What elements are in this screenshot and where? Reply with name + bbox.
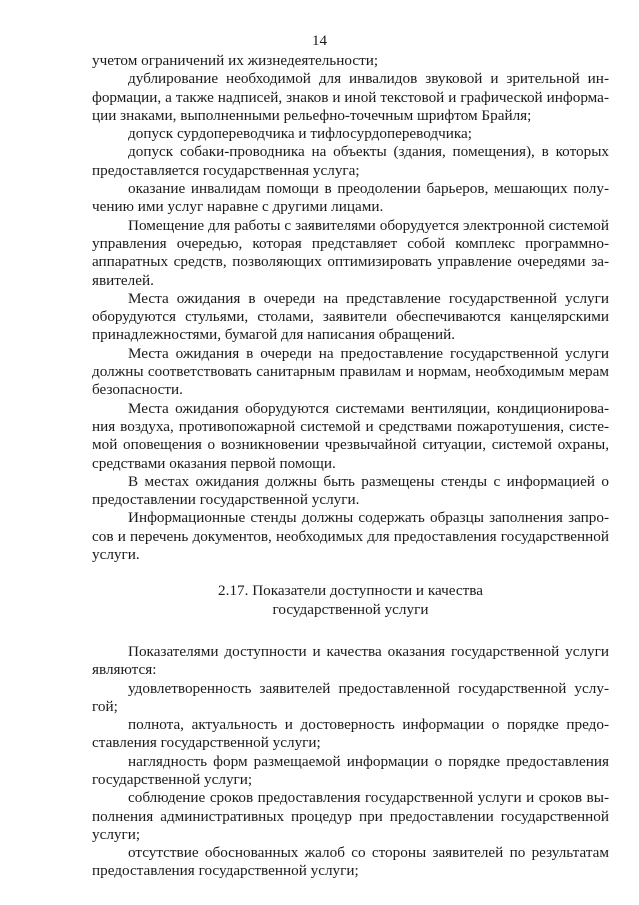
paragraph: Показателями доступности и качества оказания государственной услуги являются: [92,642,609,679]
paragraph: В местах ожидания должны быть размещены стенды с информацией о предоставлении государственной услуги. [92,472,609,509]
section-heading-line-2: государственной услуги [272,600,429,618]
paragraph: наглядность форм размещаемой информации о порядке предоставления государственной услуги; [92,752,609,788]
paragraphs-top [92,52,609,564]
spacer [92,619,609,643]
paragraph: отсутствие обоснованных жалоб со стороны заявителей по результатам предоставления государственной услуги; [92,844,609,880]
paragraph: удовлетворенность заявителей предоставленной государственной услугой; [92,679,609,715]
paragraph: Помещение для работы с заявителями оборудуется электронной системой управления очередью, которая представляет собой комплекс программно-аппаратных средств, позволяющих оптимизировать управление очередями заявителей. [92,216,609,289]
paragraph: Информационные стенды должны содержать образцы заполнения запросов и перечень документов, необходимых для предоставления государственной услуги. [92,509,609,564]
paragraph: Места ожидания оборудуются системами вентиляции, кондиционирования воздуха, противопожарной системой и средствами пожаротушения, системой оповещения о возникновении чрезвычайной ситуации, системой охраны, средствами оказания первой помощи. [92,399,609,472]
paragraph: дублирование необходимой для инвалидов звуковой и зрительной информации, а также надписей, знаков и иной текстовой и графической информации знаками, выполненными рельефно-точечным шрифтом Брайля; [92,70,609,124]
paragraph: полнота, актуальность и достоверность информации о порядке предоставления государственной услуги; [92,716,609,752]
section-heading [92,582,609,619]
page-number: 14 [312,33,327,49]
paragraph: оказание инвалидам помощи в преодолении барьеров, мешающих получению ими услуг наравне с другими лицами. [92,180,609,216]
paragraph: допуск собаки-проводника на объекты (здания, помещения), в которых предоставляется государственная услуга; [92,143,609,179]
paragraph: Места ожидания в очереди на представление государственной услуги оборудуются стульями, столами, заявители обеспечиваются канцелярскими принадлежностями, бумагой для написания обращений. [92,289,609,344]
paragraph: допуск сурдопереводчика и тифлосурдопереводчика; [128,125,472,143]
paragraph: Места ожидания в очереди на предоставление государственной услуги должны соответствовать санитарным правилам и нормам, необходимым мерам безопасности. [92,344,609,399]
section-heading-line-1: 2.17. Показатели доступности и качества [218,582,483,600]
paragraphs-bottom [92,643,609,881]
paragraph: учетом ограничений их жизнедеятельности; [92,52,379,69]
document-body [92,52,609,881]
paragraph: соблюдение сроков предоставления государственной услуги и сроков выполнения административных процедур при предоставлении государственной услуги; [92,789,609,843]
